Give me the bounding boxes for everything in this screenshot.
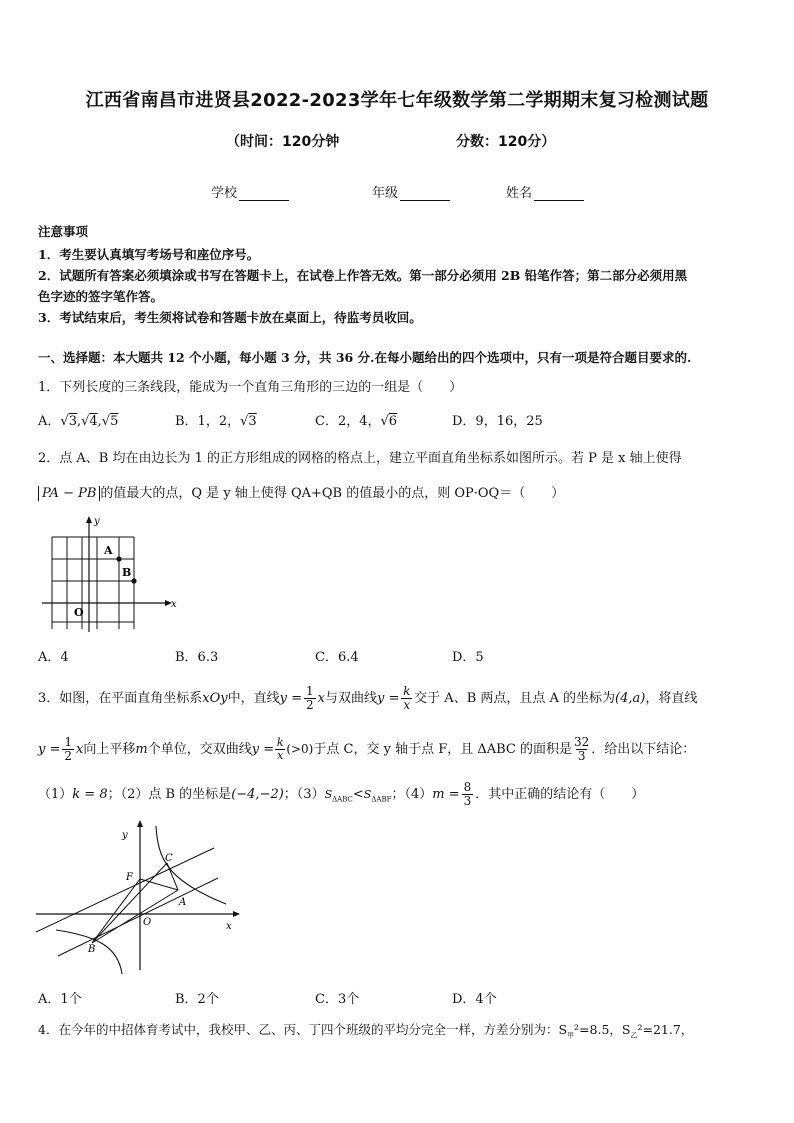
notice-item-2-cont: 色字迹的签字笔作答。: [38, 289, 164, 304]
q1-a-sqrt3: 3: [68, 414, 77, 429]
q1-c-text: C．2，4，: [315, 414, 381, 429]
q2-label-o: O: [74, 606, 84, 619]
q3-frac-k-den: x: [403, 698, 411, 712]
q2-option-a: A．4: [38, 650, 69, 665]
q3-point-a-coord: (4,a): [615, 691, 646, 706]
q4-s2-sub: 乙: [630, 1031, 638, 1040]
q3-label-f: F: [126, 872, 133, 883]
q1-b-sqrt: 3: [248, 414, 257, 429]
q2-point-b: [131, 578, 136, 583]
q3-s-abf-sub: ΔABF: [371, 795, 392, 804]
q3-area-den: 3: [577, 749, 586, 763]
q2-option-b: B．6.3: [175, 650, 219, 665]
q2-y-arrow: [86, 516, 92, 523]
q2-label-b: B: [122, 566, 132, 579]
notice-item-1: 1．考生要认真填写考场号和座位序号。: [38, 247, 260, 262]
q3-m: m: [135, 742, 148, 757]
q3-p2b: 个单位，交双曲线: [147, 742, 252, 757]
q3-point-b-coord: (−4,−2): [231, 787, 284, 802]
q1-option-c: C．2，4，√6: [315, 414, 398, 429]
q1-a-label: A．: [38, 414, 61, 429]
notice-item-2: 2．试题所有答案必须填涂或书写在答题卡上，在试卷上作答无效。第一部分必须用 2B 铅笔作答；第二部分必须用黑: [38, 268, 688, 283]
q4-s1-sub: 甲: [567, 1031, 575, 1040]
q3-xoy: xOy: [202, 691, 228, 706]
q1-a-sqrt5: 5: [110, 414, 119, 429]
q3-m-num: 8: [463, 780, 472, 794]
grade-field: [372, 182, 450, 201]
q3-p1a: 3．如图，在平面直角坐标系: [38, 691, 203, 706]
q3-p1d: 交于 A、B 两点，且点 A 的坐标为: [414, 691, 616, 706]
q3-s-abc: S: [324, 788, 333, 801]
q2-label-y: y: [94, 516, 100, 527]
q3-p3d: ；（3）: [283, 787, 325, 802]
school-label: 学校: [211, 186, 238, 201]
q3-seg-ba: [92, 890, 178, 943]
q3-p3b: ；（2）点 B 的坐标是: [107, 787, 232, 802]
q3-option-b: B．2个: [175, 992, 219, 1007]
q3-frac-half-num: 1: [306, 684, 314, 698]
q3-p1b: 中，直线: [227, 691, 280, 706]
q3-line-3: （1）k = 8；（2）点 B 的坐标是(−4,−2)；$(3)S_{\Delta ABC}<S_{\Delta ABF}$；$(4)m = \frac{8}{3}$ ．其中正确的结论有（ ）: [38, 780, 645, 808]
q3-option-c: C．3个: [315, 992, 360, 1007]
q3-y-arrow: [137, 820, 143, 827]
q4-stem-text: 4．在今年的中招体育考试中，我校甲、乙、丙、丁四个班级的平均分完全一样，方差分别为：S: [38, 1022, 568, 1037]
q1-option-a: A．√3,√4,√5: [38, 414, 119, 429]
q2-abs-expr: PA − PB: [38, 486, 100, 501]
notice-heading: 注意事项: [38, 224, 89, 239]
q2-stem-1: 2．点 A、B 均在由边长为 1 的正方形组成的网格的格点上，建立平面直角坐标系如图所示。若 P 是 x 轴上使得: [38, 451, 682, 466]
q4-s1: ²=8.5，S: [574, 1022, 631, 1037]
q3-frac2-half-num: 1: [64, 735, 73, 749]
q3-frac2-k-num: k: [276, 736, 284, 749]
q3-m-2: m: [432, 787, 445, 802]
q3-frac-half-den: 2: [306, 698, 314, 712]
q3-area-num: 32: [574, 735, 590, 749]
q3-x-arrow: [233, 911, 240, 917]
q4-s2: ²=21.7，: [637, 1022, 694, 1037]
q3-option-a: A．1个: [38, 992, 82, 1007]
name-field: [506, 182, 584, 201]
q3-line-ab: [58, 878, 218, 956]
q2-label-a: A: [104, 544, 113, 557]
exam-time: （时间：120分钟: [226, 134, 340, 150]
q2-stem-2-text: 的值最大的点，Q 是 y 轴上使得 QA+QB 的值最小的点，则 OP·OQ＝（ ）: [100, 486, 565, 501]
q3-label-x: x: [226, 921, 232, 932]
name-label: 姓名: [506, 186, 533, 201]
exam-score: 分数：120分）: [456, 134, 556, 150]
q3-hyperbola-right: [156, 826, 226, 904]
grade-label: 年级: [372, 186, 399, 201]
q3-label-c: C: [165, 853, 173, 864]
q3-p2a: 向上平移: [83, 742, 136, 757]
q3-p1f: ，将直线: [645, 691, 698, 706]
q3-p2d: ．给出以下结论：: [591, 742, 696, 757]
q3-p3f: ．其中正确的结论有（ ）: [475, 787, 645, 802]
q3-s-abf: S: [363, 788, 372, 801]
q1-c-sqrt: 6: [388, 414, 398, 429]
school-field: [211, 182, 289, 201]
q2-stem-2: [38, 482, 564, 501]
q3-lt: <: [352, 787, 364, 802]
q3-frac-k-num: k: [403, 684, 411, 698]
q3-p3e: ；（4）: [391, 787, 433, 802]
q3-seg-bf: [92, 879, 140, 943]
q1-stem: 1．下列长度的三条线段，能成为一个直角三角形的三边的一组是（ ）: [38, 380, 463, 395]
q3-label-o: O: [143, 917, 152, 928]
q1-a-sqrt4: 4: [89, 414, 98, 429]
q1-option-b: B．1，2，√3: [175, 414, 257, 429]
q3-s-abc-sub: ΔABC: [332, 795, 353, 804]
q3-label-a: A: [179, 897, 187, 908]
q2-option-c: C．6.4: [315, 650, 359, 665]
q3-label-y: y: [122, 830, 128, 841]
q2-grid-figure: [38, 512, 188, 637]
q3-p2c: 于点 C，交 y 轴于点 F，且 ΔABC 的面积是: [313, 742, 572, 757]
q3-option-d: D．4个: [452, 992, 497, 1007]
q3-line-1: 3．如图，在平面直角坐标系xOy中，直线$y = \frac{1}{2}$ x与双曲线$y = \frac{k}{x}$ 交于 A、B 两点，且点 A 的坐标为(4,a)，将直线: [38, 684, 698, 712]
q3-frac2-k-den: x: [277, 749, 284, 762]
notice-item-3: 3．考试结束后，考生须将试卷和答题卡放在桌面上，待监考员收回。: [38, 310, 422, 325]
q3-figure: [36, 818, 246, 978]
q2-option-d: D．5: [452, 650, 484, 665]
q3-line-2: $y = \frac{1}{2}$ x向上平移m个单位，交双曲线$y =\frac{k}{x}(>0)$于点 C，交 y 轴于点 F，且 ΔABC 的面积是 $\frac{32}{3}$ ．给出以下结论：: [38, 735, 696, 763]
q1-option-d: D．9，16，25: [452, 414, 543, 429]
q3-p1c: 与双曲线: [325, 691, 378, 706]
q3-k8: k = 8: [72, 787, 108, 802]
q3-frac2-half-den: 2: [64, 749, 73, 763]
q3-seg-fa: [140, 879, 178, 890]
q1-b-text: B．1，2，: [175, 414, 241, 429]
q2-label-x: x: [171, 599, 177, 610]
q4-stem: [38, 1020, 693, 1041]
exam-title: 江西省南昌市进贤县2022-2023学年七年级数学第二学期期末复习检测试题: [85, 90, 709, 111]
q3-m-den: 3: [463, 794, 472, 808]
q3-p3a: （1）: [38, 787, 73, 802]
q3-line-shifted: [36, 848, 214, 932]
q3-cond: (>0): [286, 742, 314, 756]
q3-label-b: B: [88, 944, 96, 955]
q2-point-a: [116, 556, 121, 561]
section-heading: 一、选择题：本大题共 12 个小题，每小题 3 分，共 36 分.在每小题给出的四个选项中，只有一项是符合题目要求的.: [38, 350, 692, 365]
